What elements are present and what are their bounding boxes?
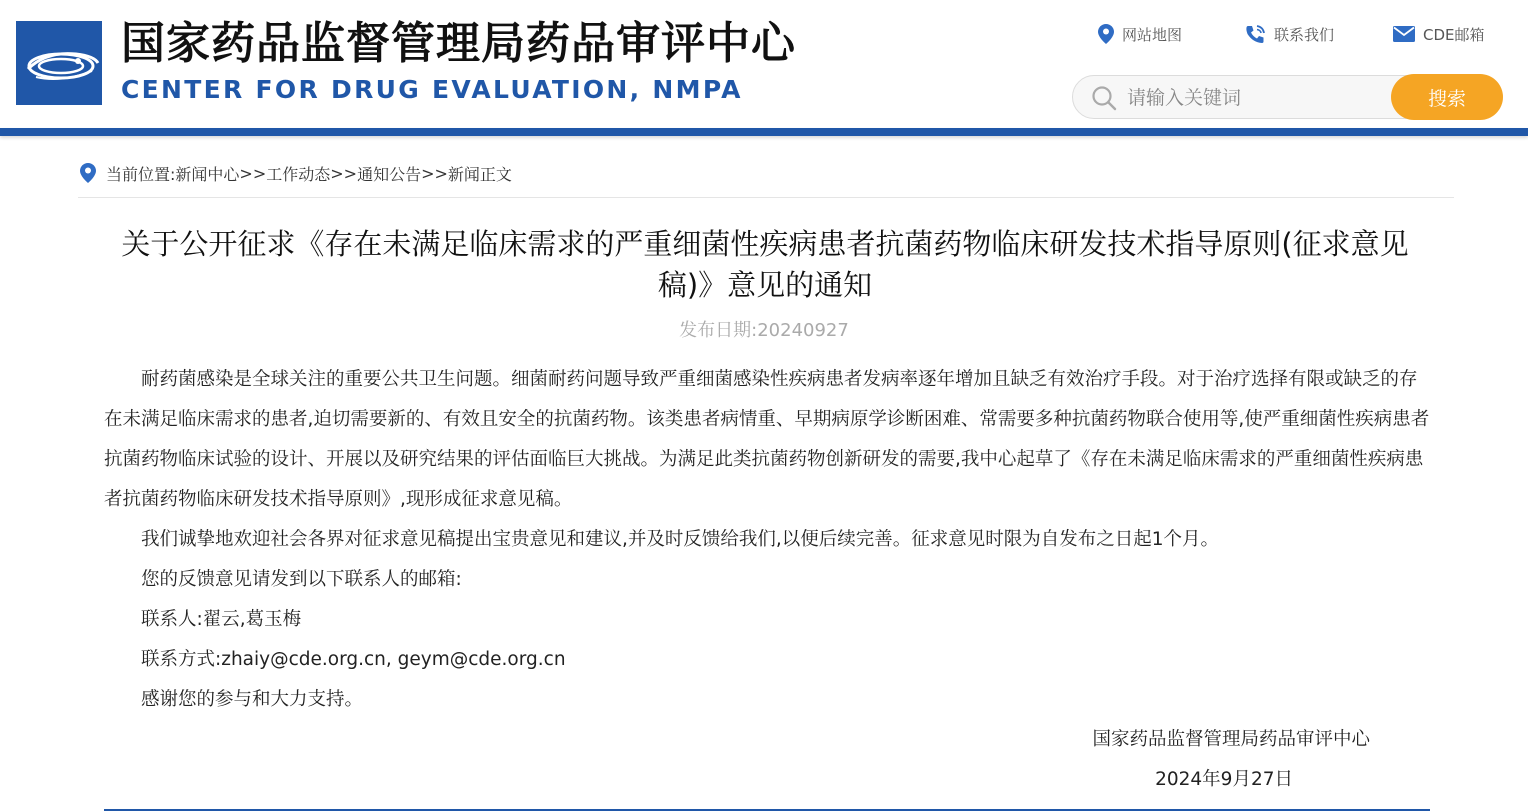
phone-icon [1244, 24, 1266, 44]
article-paragraph-intro: 耐药菌感染是全球关注的重要公共卫生问题。细菌耐药问题导致严重细菌感染性疾病患者发病率逐年增加且缺乏有效治疗手段。对于治疗选择有限或缺乏的存在未满足临床需求的患者,迫切需要新的、有效且安全的抗菌药物。该类患者病情重、早期病原学诊断困难、常需要多种抗菌药物联合使用等,使严重细菌性疾病患者抗菌药物临床试验的设计、开展以及研究结果的评估面临巨大挑战。为满足此类抗菌药物创新研发的需要,我中心起草了《存在未满足临床需求的严重细菌性疾病患者抗菌药物临床研发技术指导原则》,现形成征求意见稿。 [104, 369, 1430, 510]
sitemap-link[interactable] [1098, 22, 1182, 46]
search-icon [1091, 85, 1117, 111]
publish-date-label: 发布日期: [679, 320, 758, 341]
mail-icon [1393, 26, 1415, 42]
location-pin-icon [80, 163, 96, 183]
article-paragraph-email-note: 您的反馈意见请发到以下联系人的邮箱: [141, 569, 462, 590]
site-subtitle: CENTER FOR DRUG EVALUATION, NMPA [121, 75, 743, 104]
article-paragraph-feedback: 我们诚挚地欢迎社会各界对征求意见稿提出宝贵意见和建议,并及时反馈给我们,以便后续完善。征求意见时限为自发布之日起1个月。 [141, 529, 1220, 550]
breadcrumb-separator: >> [421, 163, 448, 183]
breadcrumb-prefix: 当前位置: [106, 164, 176, 184]
search-button[interactable]: 搜索 [1391, 74, 1503, 120]
breadcrumb-current-article: 新闻正文 [447, 164, 512, 184]
site-logo[interactable] [16, 21, 102, 105]
sitemap-label: 网站地图 [1122, 25, 1183, 44]
breadcrumb-news-center[interactable]: 新闻中心 [175, 164, 240, 184]
breadcrumb [80, 160, 512, 186]
logo-emblem-icon [16, 21, 102, 105]
breadcrumb-divider [78, 197, 1454, 198]
contact-label: 联系我们 [1274, 25, 1335, 44]
cde-mail-link[interactable] [1393, 22, 1485, 46]
location-pin-icon [1098, 24, 1114, 44]
site-header [0, 0, 1528, 130]
breadcrumb-separator: >> [239, 163, 267, 183]
breadcrumb-work-updates[interactable]: 工作动态 [266, 164, 331, 184]
breadcrumb-separator: >> [330, 163, 358, 183]
article-contact-persons: 联系人:翟云,葛玉梅 [141, 609, 302, 630]
article-title: 关于公开征求《存在未满足临床需求的严重细菌性疾病患者抗菌药物临床研发技术指导原则(征求意见稿)》意见的通知 [121, 227, 1409, 302]
site-title: 国家药品监督管理局药品审评中心 [121, 18, 796, 69]
signature-date: 2024年9月27日 [1155, 769, 1293, 790]
article-contact-emails[interactable]: 联系方式:zhaiy@cde.org.cn, geym@cde.org.cn [141, 649, 566, 670]
article-body [104, 360, 1430, 720]
content-bottom-divider [104, 809, 1430, 811]
search-box [1072, 75, 1502, 119]
header-divider-bar [0, 128, 1528, 136]
contact-link[interactable] [1244, 22, 1334, 46]
breadcrumb-notices[interactable]: 通知公告 [357, 164, 422, 184]
cde-mail-label: CDE邮箱 [1423, 25, 1485, 44]
signature-org: 国家药品监督管理局药品审评中心 [1092, 729, 1370, 750]
article-paragraph-thanks: 感谢您的参与和大力支持。 [141, 689, 364, 710]
publish-date-value: 20240927 [757, 320, 849, 341]
publish-date [0, 317, 1528, 345]
search-input[interactable] [1125, 82, 1389, 114]
